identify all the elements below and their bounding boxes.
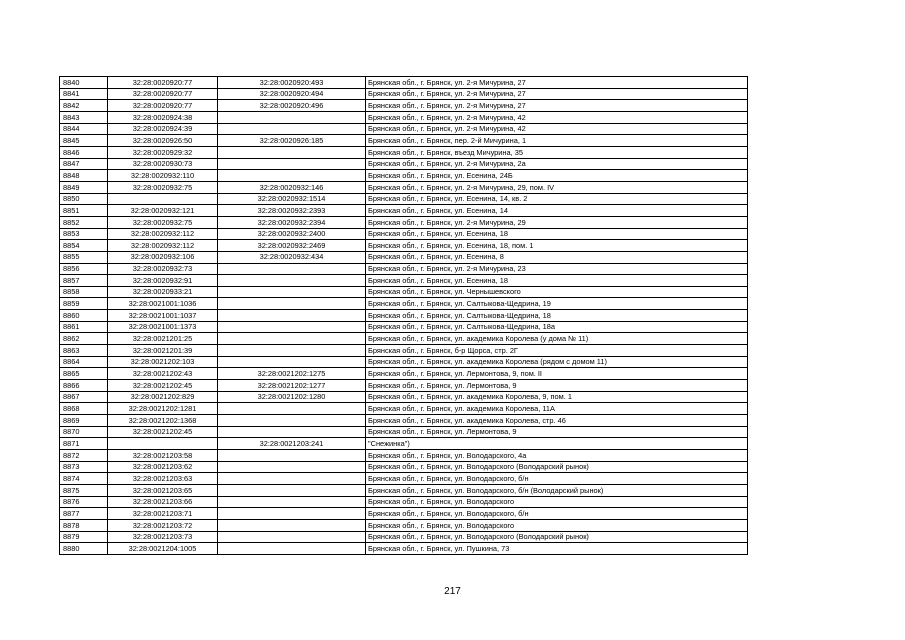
address-cell: Брянская обл., г. Брянск, б-р Щорса, стр. 2Г	[366, 345, 748, 357]
object-cadastral-number-cell	[218, 286, 366, 298]
table-row	[60, 205, 748, 217]
object-cadastral-number-cell	[218, 356, 366, 368]
row-number-cell: 8846	[60, 146, 108, 158]
object-cadastral-number-cell	[218, 403, 366, 415]
land-cadastral-number-cell: 32:28:0021001:1037	[108, 310, 218, 322]
table-row	[60, 193, 748, 205]
table-row	[60, 158, 748, 170]
land-cadastral-number-cell: 32:28:0021204:1005	[108, 543, 218, 555]
land-cadastral-number-cell: 32:28:0021203:72	[108, 519, 218, 531]
row-number-cell: 8845	[60, 135, 108, 147]
row-number-cell: 8842	[60, 100, 108, 112]
table-row	[60, 88, 748, 100]
row-number-cell: 8875	[60, 484, 108, 496]
object-cadastral-number-cell: 32:28:0020932:434	[218, 251, 366, 263]
table-row	[60, 391, 748, 403]
address-cell: Брянская обл., г. Брянск, ул. Лермонтова, 9	[366, 380, 748, 392]
address-cell: "Снежинка")	[366, 438, 748, 450]
address-cell: Брянская обл., г. Брянск, ул. Лермонтова, 9, пом. II	[366, 368, 748, 380]
table-row	[60, 216, 748, 228]
object-cadastral-number-cell	[218, 298, 366, 310]
address-cell: Брянская обл., г. Брянск, ул. 2-я Мичурина, 42	[366, 123, 748, 135]
row-number-cell: 8851	[60, 205, 108, 217]
land-cadastral-number-cell: 32:28:0021203:65	[108, 484, 218, 496]
row-number-cell: 8866	[60, 380, 108, 392]
address-cell: Брянская обл., г. Брянск, ул. академика Королева (у дома № 11)	[366, 333, 748, 345]
address-cell: Брянская обл., г. Брянск, ул. Пушкина, 73	[366, 543, 748, 555]
table-row	[60, 263, 748, 275]
land-cadastral-number-cell	[108, 193, 218, 205]
address-cell: Брянская обл., г. Брянск, ул. Есенина, 14, кв. 2	[366, 193, 748, 205]
object-cadastral-number-cell	[218, 426, 366, 438]
row-number-cell: 8864	[60, 356, 108, 368]
address-cell: Брянская обл., г. Брянск, ул. Есенина, 18, пом. 1	[366, 240, 748, 252]
land-cadastral-number-cell: 32:28:0020932:73	[108, 263, 218, 275]
address-cell: Брянская обл., г. Брянск, ул. Есенина, 24Б	[366, 170, 748, 182]
table-row	[60, 181, 748, 193]
object-cadastral-number-cell	[218, 310, 366, 322]
land-cadastral-number-cell: 32:28:0020932:91	[108, 275, 218, 287]
object-cadastral-number-cell	[218, 519, 366, 531]
row-number-cell: 8858	[60, 286, 108, 298]
address-cell: Брянская обл., г. Брянск, ул. Есенина, 14	[366, 205, 748, 217]
table-row	[60, 123, 748, 135]
object-cadastral-number-cell: 32:28:0020932:2394	[218, 216, 366, 228]
table-row	[60, 450, 748, 462]
address-cell: Брянская обл., г. Брянск, пер. 2-й Мичурина, 1	[366, 135, 748, 147]
row-number-cell: 8853	[60, 228, 108, 240]
table-row	[60, 484, 748, 496]
address-cell: Брянская обл., г. Брянск, ул. 2-я Мичурина, 27	[366, 100, 748, 112]
object-cadastral-number-cell: 32:28:0020932:2400	[218, 228, 366, 240]
land-cadastral-number-cell: 32:28:0021202:45	[108, 426, 218, 438]
row-number-cell: 8847	[60, 158, 108, 170]
object-cadastral-number-cell: 32:28:0021202:1280	[218, 391, 366, 403]
address-cell: Брянская обл., г. Брянск, ул. 2-я Мичурина, 27	[366, 77, 748, 89]
object-cadastral-number-cell: 32:28:0021202:1275	[218, 368, 366, 380]
address-cell: Брянская обл., г. Брянск, ул. академика Королева, 11А	[366, 403, 748, 415]
address-cell: Брянская обл., г. Брянск, ул. Володарского, 4а	[366, 450, 748, 462]
land-cadastral-number-cell: 32:28:0021202:45	[108, 380, 218, 392]
table-row	[60, 403, 748, 415]
table-row	[60, 286, 748, 298]
object-cadastral-number-cell	[218, 333, 366, 345]
land-cadastral-number-cell: 32:28:0021001:1036	[108, 298, 218, 310]
land-cadastral-number-cell: 32:28:0020932:121	[108, 205, 218, 217]
address-cell: Брянская обл., г. Брянск, ул. академика Королева, стр. 46	[366, 415, 748, 427]
table-row	[60, 321, 748, 333]
row-number-cell: 8878	[60, 519, 108, 531]
object-cadastral-number-cell	[218, 543, 366, 555]
table-row	[60, 461, 748, 473]
row-number-cell: 8852	[60, 216, 108, 228]
land-cadastral-number-cell: 32:28:0021202:43	[108, 368, 218, 380]
land-cadastral-number-cell: 32:28:0020932:112	[108, 228, 218, 240]
land-cadastral-number-cell: 32:28:0020920:77	[108, 77, 218, 89]
land-cadastral-number-cell: 32:28:0020920:77	[108, 88, 218, 100]
object-cadastral-number-cell: 32:28:0020920:493	[218, 77, 366, 89]
land-cadastral-number-cell: 32:28:0021201:25	[108, 333, 218, 345]
row-number-cell: 8874	[60, 473, 108, 485]
row-number-cell: 8844	[60, 123, 108, 135]
row-number-cell: 8877	[60, 508, 108, 520]
registry-table-body	[60, 77, 748, 555]
row-number-cell: 8872	[60, 450, 108, 462]
address-cell: Брянская обл., г. Брянск, ул. Есенина, 8	[366, 251, 748, 263]
table-row	[60, 415, 748, 427]
row-number-cell: 8862	[60, 333, 108, 345]
land-cadastral-number-cell: 32:28:0021202:1281	[108, 403, 218, 415]
table-row	[60, 251, 748, 263]
address-cell: Брянская обл., г. Брянск, ул. Володарского	[366, 496, 748, 508]
land-cadastral-number-cell: 32:28:0020920:77	[108, 100, 218, 112]
object-cadastral-number-cell: 32:28:0021202:1277	[218, 380, 366, 392]
land-cadastral-number-cell: 32:28:0020926:50	[108, 135, 218, 147]
land-cadastral-number-cell: 32:28:0021203:73	[108, 531, 218, 543]
table-row	[60, 298, 748, 310]
address-cell: Брянская обл., г. Брянск, ул. 2-я Мичурина, 2а	[366, 158, 748, 170]
object-cadastral-number-cell	[218, 450, 366, 462]
row-number-cell: 8849	[60, 181, 108, 193]
land-cadastral-number-cell: 32:28:0021203:66	[108, 496, 218, 508]
land-cadastral-number-cell: 32:28:0021202:103	[108, 356, 218, 368]
row-number-cell: 8860	[60, 310, 108, 322]
object-cadastral-number-cell	[218, 531, 366, 543]
table-row	[60, 345, 748, 357]
object-cadastral-number-cell	[218, 415, 366, 427]
object-cadastral-number-cell	[218, 484, 366, 496]
table-row	[60, 77, 748, 89]
land-cadastral-number-cell: 32:28:0020930:73	[108, 158, 218, 170]
address-cell: Брянская обл., г. Брянск, ул. 2-я Мичурина, 29	[366, 216, 748, 228]
land-cadastral-number-cell: 32:28:0020924:38	[108, 111, 218, 123]
object-cadastral-number-cell	[218, 263, 366, 275]
row-number-cell: 8869	[60, 415, 108, 427]
address-cell: Брянская обл., г. Брянск, ул. Есенина, 18	[366, 275, 748, 287]
address-cell: Брянская обл., г. Брянск, ул. Лермонтова, 9	[366, 426, 748, 438]
object-cadastral-number-cell: 32:28:0020932:1514	[218, 193, 366, 205]
row-number-cell: 8879	[60, 531, 108, 543]
land-cadastral-number-cell: 32:28:0020932:106	[108, 251, 218, 263]
object-cadastral-number-cell	[218, 508, 366, 520]
address-cell: Брянская обл., г. Брянск, ул. Володарского (Володарский рынок)	[366, 531, 748, 543]
land-cadastral-number-cell: 32:28:0020932:110	[108, 170, 218, 182]
address-cell: Брянская обл., г. Брянск, ул. Салтыкова-Щедрина, 18а	[366, 321, 748, 333]
row-number-cell: 8867	[60, 391, 108, 403]
land-cadastral-number-cell: 32:28:0021203:63	[108, 473, 218, 485]
row-number-cell: 8861	[60, 321, 108, 333]
object-cadastral-number-cell: 32:28:0020932:2469	[218, 240, 366, 252]
table-row	[60, 473, 748, 485]
address-cell: Брянская обл., г. Брянск, въезд Мичурина, 35	[366, 146, 748, 158]
object-cadastral-number-cell	[218, 158, 366, 170]
land-cadastral-number-cell: 32:28:0021001:1373	[108, 321, 218, 333]
address-cell: Брянская обл., г. Брянск, ул. 2-я Мичурина, 29, пом. IV	[366, 181, 748, 193]
table-row	[60, 368, 748, 380]
object-cadastral-number-cell	[218, 146, 366, 158]
table-row	[60, 170, 748, 182]
address-cell: Брянская обл., г. Брянск, ул. Есенина, 18	[366, 228, 748, 240]
land-cadastral-number-cell: 32:28:0021203:62	[108, 461, 218, 473]
address-cell: Брянская обл., г. Брянск, ул. Чернышевского	[366, 286, 748, 298]
address-cell: Брянская обл., г. Брянск, ул. Володарского	[366, 519, 748, 531]
land-cadastral-number-cell	[108, 438, 218, 450]
row-number-cell: 8865	[60, 368, 108, 380]
land-cadastral-number-cell: 32:28:0020932:75	[108, 216, 218, 228]
land-cadastral-number-cell: 32:28:0021201:39	[108, 345, 218, 357]
object-cadastral-number-cell	[218, 345, 366, 357]
address-cell: Брянская обл., г. Брянск, ул. Салтыкова-Щедрина, 18	[366, 310, 748, 322]
table-row	[60, 380, 748, 392]
row-number-cell: 8841	[60, 88, 108, 100]
object-cadastral-number-cell: 32:28:0020926:185	[218, 135, 366, 147]
object-cadastral-number-cell	[218, 473, 366, 485]
object-cadastral-number-cell: 32:28:0020932:2393	[218, 205, 366, 217]
address-cell: Брянская обл., г. Брянск, ул. 2-я Мичурина, 23	[366, 263, 748, 275]
land-cadastral-number-cell: 32:28:0020924:39	[108, 123, 218, 135]
row-number-cell: 8850	[60, 193, 108, 205]
land-cadastral-number-cell: 32:28:0020933:21	[108, 286, 218, 298]
object-cadastral-number-cell	[218, 123, 366, 135]
object-cadastral-number-cell: 32:28:0020932:146	[218, 181, 366, 193]
object-cadastral-number-cell: 32:28:0020920:496	[218, 100, 366, 112]
land-cadastral-number-cell: 32:28:0020932:112	[108, 240, 218, 252]
table-row	[60, 100, 748, 112]
row-number-cell: 8840	[60, 77, 108, 89]
row-number-cell: 8876	[60, 496, 108, 508]
address-cell: Брянская обл., г. Брянск, ул. 2-я Мичурина, 42	[366, 111, 748, 123]
address-cell: Брянская обл., г. Брянск, ул. Володарского, б/н (Володарский рынок)	[366, 484, 748, 496]
object-cadastral-number-cell	[218, 111, 366, 123]
table-row	[60, 135, 748, 147]
row-number-cell: 8873	[60, 461, 108, 473]
address-cell: Брянская обл., г. Брянск, ул. академика Королева, 9, пом. 1	[366, 391, 748, 403]
row-number-cell: 8856	[60, 263, 108, 275]
land-cadastral-number-cell: 32:28:0021203:58	[108, 450, 218, 462]
row-number-cell: 8880	[60, 543, 108, 555]
land-cadastral-number-cell: 32:28:0021203:71	[108, 508, 218, 520]
address-cell: Брянская обл., г. Брянск, ул. 2-я Мичурина, 27	[366, 88, 748, 100]
land-cadastral-number-cell: 32:28:0021202:1368	[108, 415, 218, 427]
table-row	[60, 438, 748, 450]
table-row	[60, 310, 748, 322]
object-cadastral-number-cell	[218, 275, 366, 287]
address-cell: Брянская обл., г. Брянск, ул. Володарского, б/н	[366, 508, 748, 520]
address-cell: Брянская обл., г. Брянск, ул. Володарского, б/н	[366, 473, 748, 485]
page-number: 217	[444, 586, 461, 597]
table-row	[60, 111, 748, 123]
table-row	[60, 240, 748, 252]
object-cadastral-number-cell: 32:28:0021203:241	[218, 438, 366, 450]
object-cadastral-number-cell	[218, 170, 366, 182]
row-number-cell: 8855	[60, 251, 108, 263]
table-row	[60, 519, 748, 531]
row-number-cell: 8854	[60, 240, 108, 252]
table-row	[60, 356, 748, 368]
row-number-cell: 8868	[60, 403, 108, 415]
land-cadastral-number-cell: 32:28:0020929:32	[108, 146, 218, 158]
table-row	[60, 228, 748, 240]
row-number-cell: 8863	[60, 345, 108, 357]
address-cell: Брянская обл., г. Брянск, ул. академика Королева (рядом с домом 11)	[366, 356, 748, 368]
row-number-cell: 8870	[60, 426, 108, 438]
land-cadastral-number-cell: 32:28:0020932:75	[108, 181, 218, 193]
row-number-cell: 8859	[60, 298, 108, 310]
registry-table	[59, 76, 748, 555]
row-number-cell: 8857	[60, 275, 108, 287]
row-number-cell: 8871	[60, 438, 108, 450]
object-cadastral-number-cell	[218, 461, 366, 473]
object-cadastral-number-cell: 32:28:0020920:494	[218, 88, 366, 100]
table-row	[60, 543, 748, 555]
object-cadastral-number-cell	[218, 321, 366, 333]
table-row	[60, 333, 748, 345]
table-row	[60, 531, 748, 543]
table-row	[60, 496, 748, 508]
table-row	[60, 508, 748, 520]
table-row	[60, 275, 748, 287]
table-row	[60, 426, 748, 438]
object-cadastral-number-cell	[218, 496, 366, 508]
row-number-cell: 8848	[60, 170, 108, 182]
address-cell: Брянская обл., г. Брянск, ул. Володарского (Володарский рынок)	[366, 461, 748, 473]
address-cell: Брянская обл., г. Брянск, ул. Салтыкова-Щедрина, 19	[366, 298, 748, 310]
row-number-cell: 8843	[60, 111, 108, 123]
land-cadastral-number-cell: 32:28:0021202:829	[108, 391, 218, 403]
table-row	[60, 146, 748, 158]
